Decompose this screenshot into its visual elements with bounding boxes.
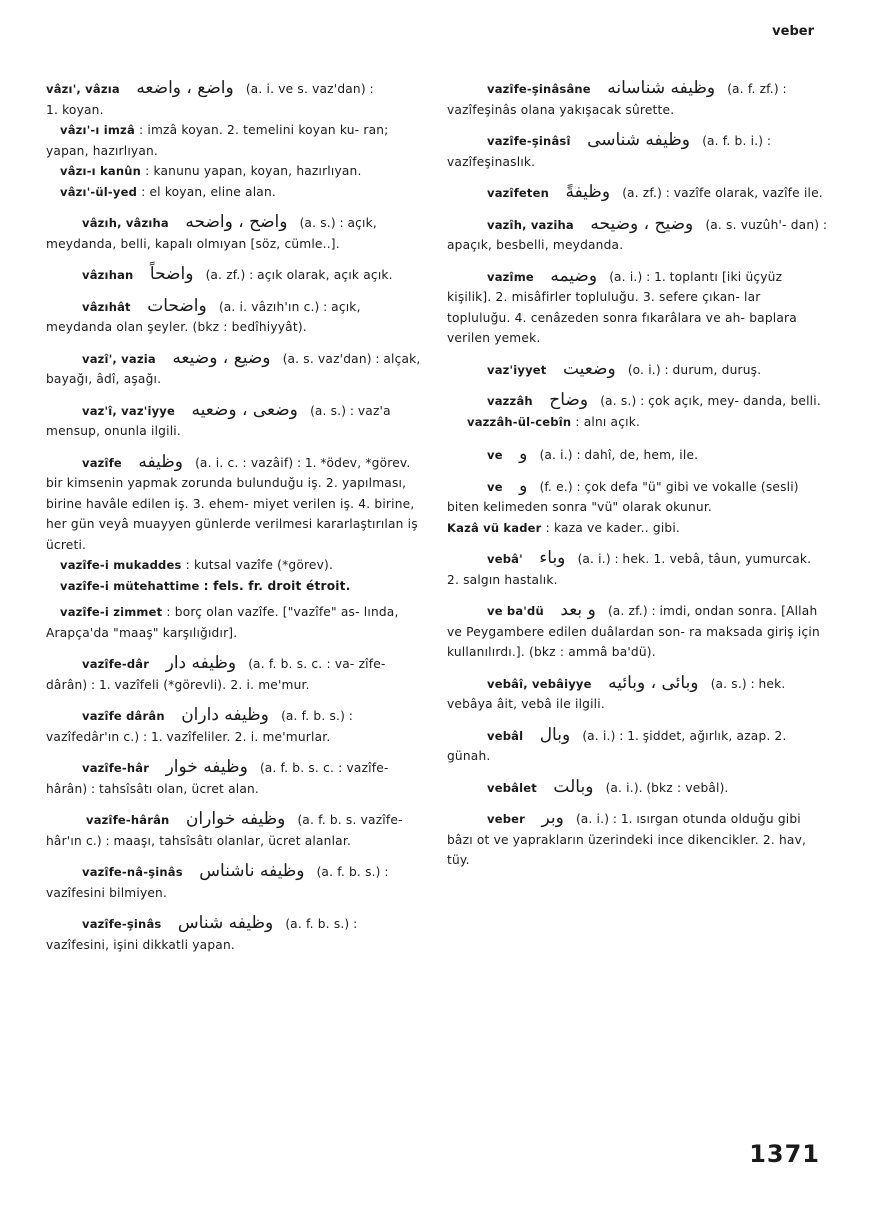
entry-arabic-script: وباء	[539, 548, 566, 568]
entry-arabic-script: وبر	[541, 808, 564, 828]
dictionary-entry	[46, 296, 422, 338]
entry-arabic-script: وضاح	[549, 390, 589, 410]
page-number: 1371	[749, 1140, 820, 1168]
dictionary-entry	[447, 444, 827, 466]
entry-definition: (a. s.) : vaz'a mensup, onunla ilgili.	[46, 403, 391, 438]
dictionary-entry	[46, 120, 422, 161]
dictionary-entry	[46, 757, 422, 799]
entry-arabic-script: وظيفه دار	[165, 653, 237, 673]
entry-definition: (a. i.) : 1. şiddet, ağırlık, azap. 2. günah.	[447, 728, 787, 763]
entry-headword: vazîfeten	[487, 186, 549, 200]
dictionary-entry	[46, 348, 422, 390]
entry-definition: (o. i.) : durum, duruş.	[627, 362, 762, 377]
dictionary-entry	[46, 555, 422, 576]
dictionary-entry	[46, 452, 422, 556]
entry-definition: (a. f. b. i.) : vazîfeşinaslık.	[447, 134, 772, 169]
dictionary-entry	[447, 390, 827, 412]
dictionary-entry	[46, 182, 422, 203]
entry-headword: vazzâh-ül-cebîn	[467, 414, 572, 429]
entry-headword: vaz'iyyet	[487, 362, 547, 377]
entry-arabic-script: وظيفه شناس	[177, 913, 274, 933]
entry-headword: vâzı', vâzıa	[46, 82, 120, 96]
entry-definition: (a. s. vaz'dan) : alçak, bayağı, âdî, aşağı.	[46, 351, 421, 386]
dictionary-entry	[447, 548, 827, 590]
dictionary-entry	[46, 400, 422, 442]
entry-arabic-script: وظيفةً	[565, 182, 611, 202]
entry-arabic-script: وضعى ، وضعيه	[191, 399, 298, 420]
entry-headword: vazîfe	[82, 455, 122, 470]
entry-arabic-script: وظيفه شناسى	[587, 130, 691, 150]
dictionary-entry	[447, 359, 827, 381]
entry-headword: vebâlet	[487, 780, 537, 795]
entry-headword: vaz'î, vaz'iyye	[82, 403, 175, 418]
dictionary-entry	[46, 576, 422, 597]
dictionary-entry	[447, 518, 827, 539]
entry-arabic-script: وظيفه شناسانه	[607, 78, 716, 98]
entry-definition: (a. s.) : açık, meydanda, belli, kapalı olmıyan [söz, cümle..].	[46, 216, 377, 251]
entry-definition: (a. f. b. s. c. : va- zîfe-dârân) : 1. vazîfeli (*görevli). 2. i. me'mur.	[46, 657, 386, 692]
entry-headword: ve	[487, 479, 503, 494]
entry-arabic-script: وضيح ، وضيحه	[590, 213, 694, 234]
entry-definition: : kaza ve kader.. gibi.	[545, 520, 681, 535]
entry-headword: vazîfe-şinâsî	[487, 134, 571, 148]
entry-headword: vazîfe-şinâs	[82, 917, 162, 931]
dictionary-entry	[447, 130, 827, 172]
left-column	[46, 76, 422, 955]
dictionary-entry	[447, 266, 827, 349]
entry-headword: vazîfe dârân	[82, 709, 165, 723]
entry-arabic-script: وبائى ، وبائيه	[608, 672, 699, 693]
entry-arabic-script: وضيمه	[550, 265, 598, 286]
dictionary-entry	[447, 214, 827, 256]
entry-arabic-script: وبالت	[553, 776, 594, 797]
entry-definition: (a. s.) : çok açık, mey- danda, belli.	[600, 394, 821, 408]
dictionary-entry	[447, 78, 827, 120]
dictionary-entry	[46, 161, 422, 182]
entry-definition: (a. f. b. s. c. : vazîfe-hârân) : tahsîsâtı olan, ücret alan.	[46, 761, 389, 796]
entry-arabic-script: واضع ، واضعه	[136, 78, 234, 98]
dictionary-entry	[46, 653, 422, 695]
entry-definition: : fels. fr. droit étroit.	[203, 578, 351, 593]
entry-definition: (a. i.) : 1. ısırgan otunda olduğu gibi bâzı ot ve yaprakların üzerindeki ince dikencikler. 2. hav, tüy.	[447, 812, 807, 867]
entry-definition: : kanunu yapan, koyan, hazırlıyan.	[145, 164, 362, 178]
entry-definition: (a. s.) : hek. vebâya âit, vebâ ile ilgili.	[447, 676, 786, 711]
entry-headword: vâzı-ı kanûn	[60, 164, 141, 178]
entry-arabic-script: و بعد	[560, 600, 596, 620]
entry-headword: vazîfe-i mütehattime	[60, 578, 200, 593]
entry-headword: vazîfe-hârân	[86, 813, 170, 827]
dictionary-entry	[447, 673, 827, 715]
entry-definition: (a. f. b. s.) : vazîfesini bilmiyen.	[46, 865, 389, 900]
dictionary-entry	[46, 809, 422, 851]
entry-headword: ve	[487, 448, 503, 462]
entry-definition: (a. i.) : dahî, de, hem, ile.	[539, 448, 699, 462]
entry-arabic-script: و	[519, 444, 528, 464]
entry-headword: vazîme	[487, 269, 534, 284]
entry-headword: vazîfe-nâ-şinâs	[82, 865, 183, 879]
entry-arabic-script: وضعيت	[562, 358, 616, 379]
dictionary-entry	[447, 476, 827, 518]
entry-definition: (a. f. b. s.) : vazîfedâr'ın c.) : 1. vazîfeliler. 2. i. me'murlar.	[46, 709, 353, 744]
entry-definition: (a. i. vâzıh'ın c.) : açık, meydanda olan şeyler. (bkz : bedîhiyyât).	[46, 299, 361, 334]
entry-definition: : imzâ koyan. 2. temelini koyan ku- ran; yapan, hazırlıyan.	[46, 123, 389, 158]
dictionary-entry	[46, 913, 422, 955]
entry-headword: vazzâh	[487, 394, 533, 408]
entry-definition: : alnı açık.	[575, 414, 641, 429]
entry-headword: vazîfe-i mukaddes	[60, 558, 182, 572]
dictionary-entry	[447, 777, 827, 799]
entry-headword: vazîfe-i zimmet	[60, 605, 163, 619]
right-column	[447, 76, 827, 871]
entry-arabic-script: وظيفه خواران	[185, 809, 286, 829]
entry-headword: ve ba'dü	[487, 604, 544, 618]
entry-headword: vazîh, vaziha	[487, 217, 574, 232]
dictionary-entry	[46, 705, 422, 747]
entry-arabic-script: وبال	[539, 724, 571, 745]
entry-definition: (a. f. b. s.) : vazîfesini, işini dikkatli yapan.	[46, 917, 358, 952]
entry-definition: (a. i. ve s. vaz'dan) :	[245, 82, 374, 96]
dictionary-entry	[46, 78, 422, 100]
entry-headword: vazîfe-hâr	[82, 761, 150, 775]
entry-headword: vebâî, vebâiyye	[487, 676, 592, 691]
dictionary-entry	[46, 602, 422, 643]
dictionary-entry	[46, 100, 422, 121]
entry-headword: Kazâ vü kader	[447, 520, 542, 535]
entry-definition: (a. f. zf.) : vazîfeşinâs olana yakışacak sûrette.	[447, 82, 787, 117]
entry-headword: vazîfe-şinâsâne	[487, 82, 591, 96]
dictionary-entry	[447, 808, 827, 871]
entry-definition: (a. zf.) : imdi, ondan sonra. [Allah ve Peygambere edilen duâlardan son- ra maksada giriş için kullanılırdı.]. (bkz : ammâ ba'dü).	[447, 604, 820, 659]
dictionary-entry	[46, 212, 422, 254]
dictionary-entry	[46, 264, 422, 286]
entry-definition: (a. f. b. s. vazîfe-hâr'ın c.) : maaşı, tahsîsâtı olanlar, ücret alanlar.	[46, 813, 403, 848]
entry-arabic-script: و	[519, 475, 528, 496]
entry-definition: (a. zf.) : vazîfe olarak, vazîfe ile.	[622, 186, 823, 200]
entry-definition: (a. s. vuzûh'- dan) : apaçık, besbelli, meydanda.	[447, 217, 827, 252]
entry-definition: (a. i.) : hek. 1. vebâ, tâun, yumurcak. 2. salgın hastalık.	[447, 552, 812, 587]
running-header: veber	[772, 24, 814, 39]
entry-headword: vazîfe-dâr	[82, 657, 150, 671]
dictionary-entry	[447, 182, 827, 204]
entry-definition: (a. i.) : 1. toplantı [iki üçyüz kişilik]. 2. misâfirler topluluğu. 3. sefere çıkan- lar topluluğu. 4. cenâzeden sonra fıkarâlara ve ah- baplara verilen yemek.	[447, 269, 797, 345]
entry-definition: (a. i.). (bkz : vebâl).	[605, 780, 729, 795]
dictionary-entry	[447, 600, 827, 663]
entry-arabic-script: واضحات	[147, 295, 207, 316]
entry-headword: vebâ'	[487, 552, 523, 566]
entry-definition: (f. e.) : çok defa "ü" gibi ve vokalle (sesli) biten kelimeden sonra "vü" olarak okunur.	[447, 479, 799, 514]
entry-headword: vâzıhât	[82, 299, 131, 314]
dictionary-entry	[46, 861, 422, 903]
entry-definition: : kutsal vazîfe (*görev).	[185, 558, 334, 572]
entry-headword: vazî', vazia	[82, 351, 156, 366]
entry-arabic-script: واضحاً	[149, 264, 194, 284]
entry-arabic-script: وظيفه داران	[181, 705, 269, 725]
entry-arabic-script: وظيفه خوار	[165, 757, 248, 777]
entry-arabic-script: وظيفه	[138, 451, 183, 472]
entry-headword: vâzı'-ül-yed	[60, 184, 138, 199]
entry-headword: vâzıh, vâzıha	[82, 216, 169, 230]
entry-definition: : borç olan vazîfe. ["vazîfe" as- lında, Arapça'da "maaş" karşılığıdır].	[46, 605, 399, 640]
entry-headword: vâzı'-ı imzâ	[60, 123, 135, 137]
entry-definition: : el koyan, eline alan.	[141, 184, 276, 199]
entry-definition: (a. i. c. : vazâif) : 1. *ödev, *görev. bir kimsenin yapmak zorunda bulunduğu iş. 2. yapılması, birine havâle edilen iş. 3. ehem- miyet verilen iş. 4. birine, her gün veyâ muayyen günlerde verilmesi kararlaştırılan iş ücreti.	[46, 455, 418, 552]
entry-headword: vâzıhan	[82, 268, 134, 282]
entry-arabic-script: وظيفه ناشناس	[199, 861, 305, 881]
entry-headword: vebâl	[487, 728, 524, 743]
dictionary-entry	[447, 725, 827, 767]
dictionary-entry	[447, 412, 827, 433]
entry-text: 1. koyan.	[46, 102, 104, 117]
entry-arabic-script: واضح ، واضحه	[185, 212, 288, 232]
entry-arabic-script: وضيع ، وضيعه	[172, 347, 271, 368]
entry-headword: veber	[487, 812, 525, 826]
entry-definition: (a. zf.) : açık olarak, açık açık.	[205, 268, 393, 282]
